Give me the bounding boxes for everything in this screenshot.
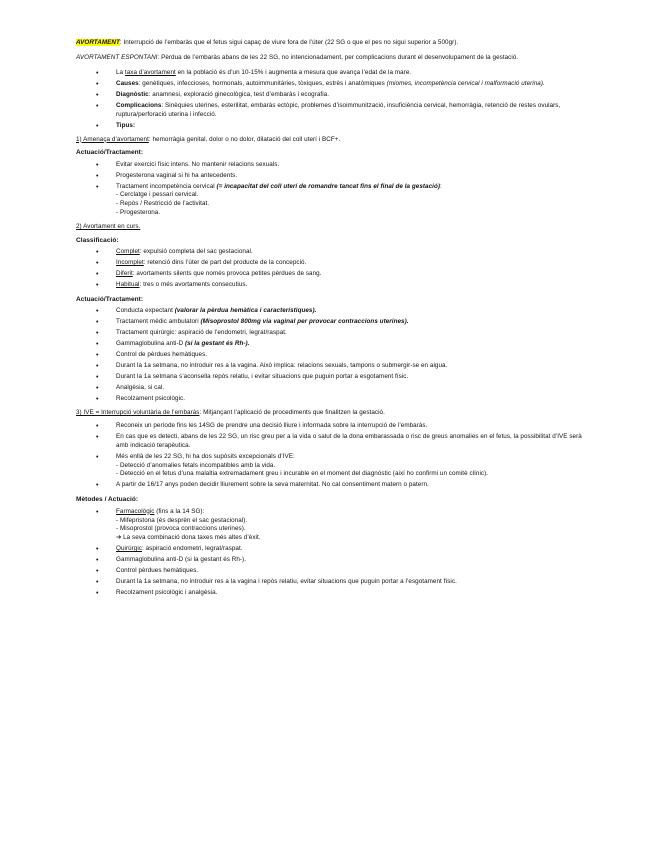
section-subtitle: Classificació: bbox=[76, 237, 119, 245]
section-subtitle: Mètodes / Actuació: bbox=[76, 496, 139, 504]
list-item: • Diferit: avortaments silents que només provoca petites pèrdues de sang. bbox=[116, 270, 582, 279]
document-content bbox=[76, 39, 582, 603]
list-item: • Més enllà de les 22 SG, hi ha dos supòsits excepcionals d’IVE: - Detecció d’anomalies fetals incompatibles amb la vida. - Detecció en el fetus d’una malaltia extremadament greu i incurable en el moment del diagnòstic (així ho confirmi un comitè clínic). bbox=[116, 453, 582, 480]
list-item: • Durant la 1a setmana, no introduir res a la vagina i repòs relatiu, evitar situacions que puguin portar a l’esgotament físic. bbox=[116, 578, 582, 587]
list-item: • Tipus: bbox=[116, 122, 582, 131]
list-item: • Habitual: tres o més avortaments consecutius. bbox=[116, 281, 582, 290]
list-item: • En cas que es detecti, abans de les 22 SG, un risc greu per a la vida o salut de la dona embarassada o risc de greus anomalies en el fetus, la possibilitat d’IVE serà amb indicació terapèutica. bbox=[116, 433, 582, 451]
list-item: • Reconeix un període fins les 14SG de prendre una decisió lliure i informada sobre la interrupció de l’embaràs. bbox=[116, 422, 582, 431]
list-item: • Tractament quirúrgic: aspiració de l’endometri, legrat/raspat. bbox=[116, 329, 582, 338]
list-item: • Complicacions: Sinèquies uterines, esterilitat, embaràs ectòpic, problemes d’isoimmunització, insuficiència cervical, hemorràgia, retenció de restes ovulars, ruptura/perforació uterina i infecció. bbox=[116, 102, 582, 120]
list-item: • Tractament mèdic ambulatori (Misoprostol 800mg via vaginal per provocar contraccions uterines). bbox=[116, 318, 582, 327]
section-ongoing-heading: 2) Avortament en curs. bbox=[76, 223, 141, 231]
definition-text: : Pèrdua de l’embaràs abans de les 22 SG, no intencionadament, per complicacions durant el desenvolupament de la gestació. bbox=[157, 53, 519, 61]
list-item: • Causes: genètiques, infeccioses, hormonals, autoimmunitàries, tòxiques, estrès i anatòmiques (miomes, incompetència cervical i malformació uterina). bbox=[116, 80, 582, 89]
list-item: • Conducta expectant (valorar la pèrdua hemàtica i característiques). bbox=[116, 307, 582, 316]
ive-list bbox=[76, 422, 582, 491]
list-item: • Diagnòstic: anamnesi, exploració ginecològica, test d’embaràs i ecografia. bbox=[116, 91, 582, 100]
classification-list bbox=[76, 248, 582, 290]
list-item: • A partir de 16/17 anys poden decidir lliurement sobre la seva maternitat. No cal consentiment matern o patern. bbox=[116, 481, 582, 490]
list-item: • Analgèsia, si cal. bbox=[116, 384, 582, 393]
list-item: • Progesterona vaginal si hi ha antecedents. bbox=[116, 172, 582, 181]
ongoing-treatment-list bbox=[76, 307, 582, 403]
list-item: • Durant la 1a setmana, no introduir res a la vagina. Això implica: relacions sexuals, tampons o submergir-se en aigua. bbox=[116, 362, 582, 371]
list-item: • La taxa d’avortament en la població és d’un 10-15% i augmenta a mesura que avança l’edat de la mare. bbox=[116, 69, 582, 78]
methods-list bbox=[76, 508, 582, 598]
definition-avortament bbox=[76, 39, 582, 48]
section-subtitle: Actuació/Tractament: bbox=[76, 149, 144, 157]
definition-espontani bbox=[76, 54, 582, 63]
section-threat-heading: 1) Amenaça d’avortament: hemorràgia genital, dolor o no dolor, dilatació del coll uterí i BCF+. bbox=[76, 135, 341, 143]
list-item: • Recolzament psicològic i analgèsia. bbox=[116, 589, 582, 598]
list-item: • Recolzament psicològic. bbox=[116, 395, 582, 404]
list-item: • Gammaglobulina anti-D (si la gestant és Rh-). bbox=[116, 556, 582, 565]
threat-list bbox=[76, 161, 582, 219]
list-item: • Complet: expulsió completa del sac gestacional. bbox=[116, 248, 582, 257]
list-item: • Control de pèrdues hemàtiques. bbox=[116, 351, 582, 360]
section-ive-heading: 3) IVE = Interrupció voluntària de l’embaràs: Mitjançant l’aplicació de procediments que finalitzen la gestació. bbox=[76, 408, 385, 416]
list-item: • Gammaglobulina anti-D (si la gestant és Rh-). bbox=[116, 340, 582, 349]
list-item: • Control pèrdues hemàtiques. bbox=[116, 567, 582, 576]
list-item: • Farmacològic (fins a la 14 SG): - Mifepristona (és desprèn el sac gestacional). - Misoprostol (provoca contraccions uterines). ➔ La seva combinació dona taxes més altes d’èxit. bbox=[116, 508, 582, 544]
list-item: • Tractament incompetència cervical (= incapacitat del coll uterí de romandre tancat fins el final de la gestació): - Cerclatge i pessari cervical. - Repòs / Restricció de l’activitat. - Progesterona. bbox=[116, 183, 582, 219]
general-list bbox=[76, 69, 582, 131]
term-avortament: AVORTAMENT bbox=[76, 39, 120, 46]
list-item: • Incomplet: retenció dins l’úter de part del producte de la concepció. bbox=[116, 259, 582, 268]
section-subtitle: Actuació/Tractament: bbox=[76, 296, 144, 304]
list-item: • Quirúrgic: aspiració endometri, legrat/raspat. bbox=[116, 545, 582, 554]
list-item: • Evitar exercici físic intens. No mantenir relacions sexuals. bbox=[116, 161, 582, 170]
list-item: • Durant la 1a setmana s’aconsella repòs relatiu, i evitar situacions que puguin portar a esgotament físic. bbox=[116, 373, 582, 382]
term-espontani: AVORTAMENT ESPONTANI bbox=[76, 53, 158, 61]
definition-text: : Interrupció de l’embaràs que el fetus sigui capaç de viure fora de l’úter (22 SG o que el pes no sigui superior a 500gr). bbox=[119, 39, 459, 46]
